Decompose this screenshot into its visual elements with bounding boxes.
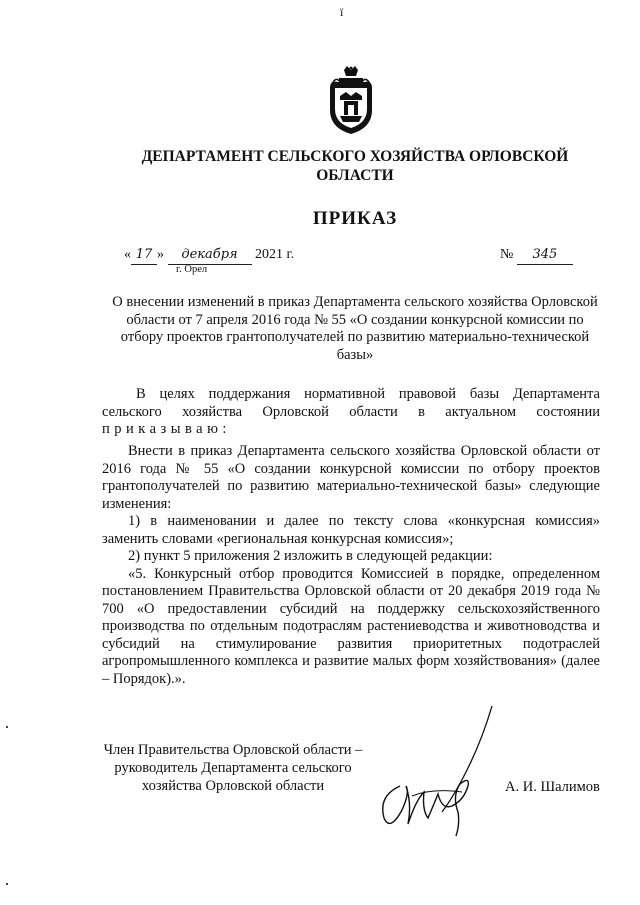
intro-text: В целях поддержания нормативной правовой базы Департамента сельского хозяйства Орловской области в актуальном состоянии bbox=[102, 386, 600, 420]
signer-position bbox=[98, 741, 368, 795]
handwritten-signature bbox=[372, 700, 502, 840]
body-paragraph-3: 2) пункт 5 приложения 2 изложить в следующей редакции: bbox=[128, 548, 493, 564]
number-label: № bbox=[500, 247, 514, 262]
city-label: г. Орел bbox=[176, 264, 208, 275]
signer-line-2: руководитель Департамента сельского bbox=[114, 760, 352, 776]
signer-line-1: Член Правительства Орловской области – bbox=[103, 742, 363, 758]
signer-line-3: хозяйства Орловской области bbox=[141, 778, 325, 794]
order-word: приказываю: bbox=[102, 421, 231, 437]
order-body bbox=[102, 443, 600, 688]
body-paragraph-4: «5. Конкурсный отбор проводится Комиссией в порядке, определенном постановлением Правительства Орловской области от 20 декабря 2019 года № 700 «О предоставлении субсидий на поддержку сельскохозяйственного производства по отдельным подотраслям растениеводства и животноводства и субсидий на стимулирование развития приоритетных подотраслей агропромышленного комплекса и развитие малых форм хозяйствования» (далее – Порядок).». bbox=[102, 565, 600, 687]
department-title: ДЕПАРТАМЕНТ СЕЛЬСКОГО ХОЗЯЙСТВА ОРЛОВСКОЙ ОБЛАСТИ bbox=[141, 148, 569, 184]
intro-paragraph bbox=[102, 386, 600, 439]
date-year: 2021 г. bbox=[255, 247, 295, 262]
order-date bbox=[124, 246, 294, 265]
order-title: ПРИКАЗ bbox=[312, 208, 398, 229]
body-paragraph-1: Внести в приказ Департамента сельского хозяйства Орловской области от 2016 года № 55 «О создании конкурсной комиссии по отбору проектов грантополучателей по развитию материально-технической базы» следующие изменения: bbox=[102, 443, 600, 512]
order-subject: О внесении изменений в приказ Департамента сельского хозяйства Орловской области от 7 апреля 2016 года № 55 «О создании конкурсной комиссии по отбору проектов грантополучателей по развитию материально-технической базы» bbox=[112, 294, 598, 363]
scan-speck bbox=[6, 883, 8, 885]
date-open-quote: « bbox=[124, 247, 131, 262]
top-mark: ї bbox=[340, 5, 344, 19]
order-number bbox=[500, 246, 573, 265]
date-month: декабря bbox=[168, 246, 252, 265]
date-close-quote: » bbox=[157, 247, 164, 262]
number-value: 345 bbox=[517, 246, 573, 265]
coat-of-arms-icon bbox=[326, 66, 376, 136]
body-paragraph-2: 1) в наименовании и далее по тексту слова «конкурсная комиссия» заменить словами «региональная конкурсная комиссия»; bbox=[102, 513, 600, 547]
date-day: 17 bbox=[131, 246, 157, 265]
scan-speck bbox=[6, 726, 8, 728]
signer-name: А. И. Шалимов bbox=[505, 779, 600, 795]
